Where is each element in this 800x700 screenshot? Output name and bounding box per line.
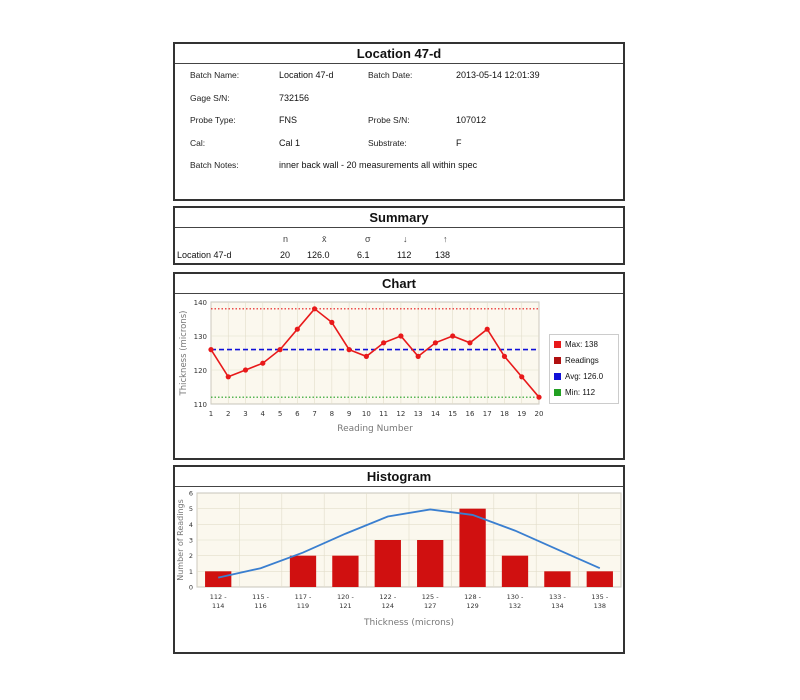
gage-sn-label: Gage S/N: (190, 93, 230, 103)
gage-sn-value: 732156 (279, 93, 310, 103)
probe-type-value: FNS (279, 115, 297, 125)
histogram-bar (587, 571, 613, 587)
summary-max: 138 (435, 250, 451, 260)
legend-label: Max: 138 (565, 339, 598, 349)
x-tick-label: 9 (346, 410, 352, 418)
batch-name-label: Batch Name: (190, 70, 240, 80)
probe-sn-value: 107012 (456, 115, 487, 125)
x-tick-label: 115 - (252, 593, 270, 601)
legend-item-min (554, 386, 595, 398)
summary-header-max: ↑ (443, 234, 448, 244)
histogram-bar (290, 556, 316, 587)
legend-label: Readings (565, 355, 599, 365)
histogram-bar (332, 556, 358, 587)
legend-label: Avg: 126.0 (565, 371, 604, 381)
legend-swatch (554, 341, 561, 348)
batch-notes-value: inner back wall - 20 measurements all within spec (279, 160, 478, 170)
x-tick-label: 119 (296, 602, 310, 610)
x-tick-label: 1 (208, 410, 214, 418)
histogram-chart (175, 487, 623, 652)
data-point (381, 340, 386, 345)
legend-item-max (554, 338, 598, 350)
batch-title: Location 47-d (356, 46, 442, 61)
x-tick-label: 16 (465, 410, 475, 418)
data-point (485, 327, 490, 332)
x-tick-label: 19 (517, 410, 527, 418)
plot-area (211, 302, 539, 404)
histogram-panel (173, 465, 625, 654)
y-tick-label: 0 (188, 583, 193, 592)
probe-sn-label: Probe S/N: (368, 115, 410, 125)
x-tick-label: 13 (413, 410, 423, 418)
chart-legend (549, 334, 619, 404)
data-point (398, 333, 403, 338)
summary-title: Summary (369, 210, 429, 225)
y-tick-label: 140 (193, 299, 207, 307)
histogram-bar (417, 540, 443, 587)
x-tick-label: 121 (339, 602, 352, 610)
x-tick-label: 2 (226, 410, 231, 418)
y-tick-label: 3 (188, 536, 193, 545)
histogram-bar (205, 571, 231, 587)
batch-date-value: 2013-05-14 12:01:39 (456, 70, 540, 80)
divider (175, 63, 623, 64)
y-tick-label: 1 (188, 567, 193, 576)
x-tick-label: 4 (260, 410, 266, 418)
x-tick-label: 18 (500, 410, 509, 418)
data-point (536, 395, 541, 400)
data-point (243, 367, 248, 372)
x-tick-label: 130 - (506, 593, 524, 601)
legend-item-avg (554, 370, 603, 382)
summary-header-sigma: σ (365, 234, 371, 244)
x-tick-label: 10 (361, 410, 371, 418)
x-tick-label: 133 - (548, 593, 566, 601)
x-tick-label: 7 (312, 410, 317, 418)
x-tick-label: 122 - (379, 593, 397, 601)
data-point (277, 347, 282, 352)
data-point (416, 354, 421, 359)
substrate-label: Substrate: (368, 138, 407, 148)
x-tick-label: 15 (448, 410, 458, 418)
x-tick-label: 124 (381, 602, 395, 610)
histogram-bar (459, 509, 485, 587)
data-point (364, 354, 369, 359)
y-tick-label: 110 (193, 401, 207, 409)
batch-notes-label: Batch Notes: (190, 160, 239, 170)
y-axis-label: Thickness (microns) (179, 310, 189, 396)
batch-info-panel (173, 42, 625, 201)
x-tick-label: 117 - (294, 593, 312, 601)
y-tick-label: 5 (188, 505, 193, 514)
substrate-value: F (456, 138, 462, 148)
x-tick-label: 134 (551, 602, 564, 610)
x-tick-label: 114 (211, 602, 225, 610)
data-point (329, 320, 334, 325)
cal-value: Cal 1 (279, 138, 301, 148)
legend-swatch (554, 373, 561, 380)
x-tick-label: 128 - (464, 593, 482, 601)
summary-sigma: 6.1 (357, 250, 370, 260)
x-tick-label: 127 (423, 602, 437, 610)
legend-item-readings (554, 354, 599, 366)
x-tick-label: 112 - (209, 593, 227, 601)
cal-label: Cal: (190, 138, 206, 148)
x-tick-label: 5 (277, 410, 283, 418)
summary-count: 20 (280, 250, 291, 260)
y-axis-label: Number of Readings (176, 499, 185, 581)
x-tick-label: 8 (329, 410, 335, 418)
summary-header-mean: x̄ (322, 234, 327, 244)
batch-date-label: Batch Date: (368, 70, 413, 80)
data-point (450, 333, 455, 338)
x-tick-label: 17 (482, 410, 492, 418)
x-tick-label: 6 (295, 410, 300, 418)
divider (175, 227, 623, 228)
batch-name-value: Location 47-d (279, 70, 334, 80)
histogram-bar (544, 571, 570, 587)
data-point (260, 361, 265, 366)
x-tick-label: 132 (508, 602, 522, 610)
x-tick-label: 11 (379, 410, 389, 418)
y-tick-label: 6 (188, 489, 193, 498)
x-tick-label: 12 (396, 410, 406, 418)
data-point (312, 306, 317, 311)
summary-panel (173, 206, 625, 265)
x-tick-label: 20 (534, 410, 544, 418)
histogram-bar (502, 556, 528, 587)
summary-mean: 126.0 (307, 250, 330, 260)
data-point (519, 374, 524, 379)
data-point (347, 347, 352, 352)
legend-label: Min: 112 (565, 387, 596, 397)
x-tick-label: 3 (243, 410, 248, 418)
x-tick-label: 14 (430, 410, 440, 418)
x-tick-label: 125 - (421, 593, 439, 601)
x-tick-label: 116 (254, 602, 267, 610)
data-point (226, 374, 231, 379)
x-tick-label: 135 - (591, 593, 609, 601)
data-point (502, 354, 507, 359)
data-point (208, 347, 213, 352)
summary-header-min: ↓ (403, 234, 408, 244)
data-point (467, 340, 472, 345)
legend-swatch (554, 389, 561, 396)
histogram-bar (375, 540, 401, 587)
x-tick-label: 138 (593, 602, 607, 610)
summary-min: 112 (397, 250, 412, 260)
x-axis-label: Reading Number (337, 424, 413, 434)
y-tick-label: 4 (188, 520, 193, 529)
data-point (295, 327, 300, 332)
y-tick-label: 120 (193, 367, 207, 375)
x-tick-label: 120 - (336, 593, 354, 601)
summary-row-label: Location 47-d (177, 250, 232, 260)
x-tick-label: 129 (466, 602, 479, 610)
chart-panel (173, 272, 625, 460)
legend-swatch (554, 357, 561, 364)
probe-type-label: Probe Type: (190, 115, 236, 125)
histogram-title: Histogram (366, 469, 432, 484)
chart-title: Chart (382, 276, 416, 291)
y-tick-label: 130 (193, 333, 207, 341)
y-tick-label: 2 (188, 552, 193, 561)
data-point (433, 340, 438, 345)
x-axis-label: Thickness (microns) (364, 618, 454, 628)
summary-header-count: n (283, 234, 289, 244)
